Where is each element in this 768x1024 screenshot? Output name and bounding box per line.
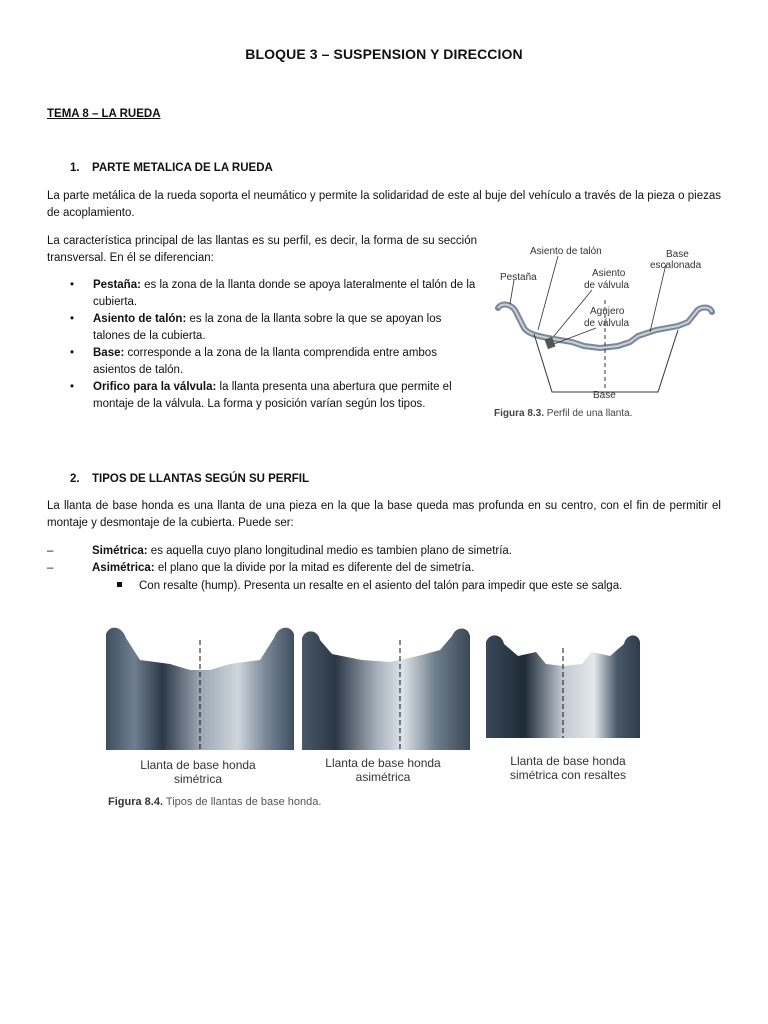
- rim-3-label-line-2: simétrica con resaltes: [509, 768, 627, 782]
- dash-icon: –: [47, 562, 54, 574]
- section-2-paragraph: La llanta de base honda es una llanta de una pieza en la que la base queda mas profunda en su centro, con el fin de permitir el montaje y desmontaje de la cubierta. Puede ser:: [47, 500, 721, 529]
- dash-icon: –: [47, 545, 54, 557]
- section-1-paragraph-1: La parte metálica de la rueda soporta el neumático y permite la solidaridad de este al buje del vehículo a través de la pieza o piezas de acoplamiento.: [47, 190, 721, 219]
- rim-types-figure: [100, 620, 648, 816]
- section-1-paragraph-2: La característica principal de las llantas es su perfil, es decir, la forma de su sección transversal. En él se diferencian:: [47, 235, 477, 264]
- rim-parts-list: [70, 277, 480, 413]
- list-item: [47, 560, 512, 577]
- list-item-term: Simétrica:: [92, 545, 148, 557]
- section-2-heading: [70, 473, 309, 485]
- bullet-icon: •: [70, 279, 75, 291]
- caption-bold: Figura 8.3.: [494, 408, 545, 419]
- bullet-icon: •: [70, 347, 75, 359]
- rim-profile-figure: [488, 238, 728, 424]
- figure-8-4-caption: [108, 796, 321, 808]
- rim-1-label-line-2: simétrica: [173, 772, 223, 786]
- caption-text: Tipos de llantas de base honda.: [163, 796, 322, 808]
- caption-text: Perfil de una llanta.: [544, 408, 633, 419]
- rim-2-label-line-2: asimétrica: [355, 770, 411, 784]
- rim-symmetric: [106, 628, 294, 750]
- label-base: Base: [593, 390, 616, 401]
- label-base-escalonada-2: escalonada: [650, 260, 702, 271]
- document-title: BLOQUE 3 – SUSPENSION Y DIRECCION: [245, 46, 523, 62]
- figure-8-3-caption: [494, 408, 632, 419]
- list-item: [70, 277, 480, 311]
- label-agujero-2: de válvula: [584, 318, 630, 329]
- list-item: [70, 311, 480, 345]
- topic-heading: TEMA 8 – LA RUEDA: [47, 108, 161, 120]
- leader-line: [510, 280, 514, 304]
- label-pestana: Pestaña: [500, 272, 537, 283]
- list-item-text: el plano que la divide por la mitad es diferente del de simetría.: [154, 562, 475, 574]
- list-item: [47, 543, 512, 560]
- list-item-text: la llanta presenta una abertura que permite el montaje de la válvula. La forma y posición varían según los tipos.: [93, 381, 452, 410]
- label-base-escalonada-1: Base: [666, 249, 689, 260]
- rim-1-label-line-1: Llanta de base honda: [140, 758, 256, 772]
- rim-3-label-line-1: Llanta de base honda: [510, 754, 626, 768]
- section-1-title: PARTE METALICA DE LA RUEDA: [92, 162, 273, 174]
- label-asiento-valvula-2: de válvula: [584, 280, 630, 291]
- rim-symmetric-hump: [486, 635, 640, 738]
- section-2-number: 2.: [70, 473, 80, 485]
- label-asiento-valvula-1: Asiento: [592, 268, 626, 279]
- caption-bold: Figura 8.4.: [108, 796, 164, 808]
- section-1-number: 1.: [70, 162, 80, 174]
- list-item-term: Base:: [93, 347, 125, 359]
- label-agujero-1: Agujero: [590, 306, 625, 317]
- bullet-icon: •: [70, 381, 75, 393]
- leader-line: [554, 290, 592, 336]
- sub-list-item: [117, 578, 622, 595]
- section-1-heading: [70, 162, 273, 174]
- list-item: [70, 379, 480, 413]
- leader-line: [538, 256, 558, 330]
- rim-types-list: [47, 543, 512, 577]
- section-2-title: TIPOS DE LLANTAS SEGÚN SU PERFIL: [92, 473, 310, 485]
- leader-line: [650, 264, 666, 332]
- list-item-term: Asiento de talón:: [93, 313, 187, 325]
- list-item-text: corresponde a la zona de la llanta comprendida entre ambos asientos de talón.: [93, 347, 437, 376]
- list-item-text: es aquella cuyo plano longitudinal medio es tambien plano de simetría.: [147, 545, 513, 557]
- sub-list-item-text: Con resalte (hump). Presenta un resalte en el asiento del talón para impedir que este se salga.: [139, 580, 623, 592]
- list-item-term: Orifico para la válvula:: [93, 381, 217, 393]
- list-item: [70, 345, 480, 379]
- rim-2-label-line-1: Llanta de base honda: [325, 756, 441, 770]
- bullet-icon: •: [70, 313, 75, 325]
- list-item-term: Pestaña:: [93, 279, 141, 291]
- square-bullet-icon: [117, 582, 122, 587]
- list-item-text: es la zona de la llanta sobre la que se apoyan los talones de la cubierta.: [93, 313, 442, 342]
- label-asiento-talon: Asiento de talón: [530, 246, 602, 257]
- list-item-term: Asimétrica:: [92, 562, 155, 574]
- list-item-text: es la zona de la llanta donde se apoya lateralmente el talón de la cubierta.: [93, 279, 476, 308]
- rim-asymmetric: [302, 629, 470, 751]
